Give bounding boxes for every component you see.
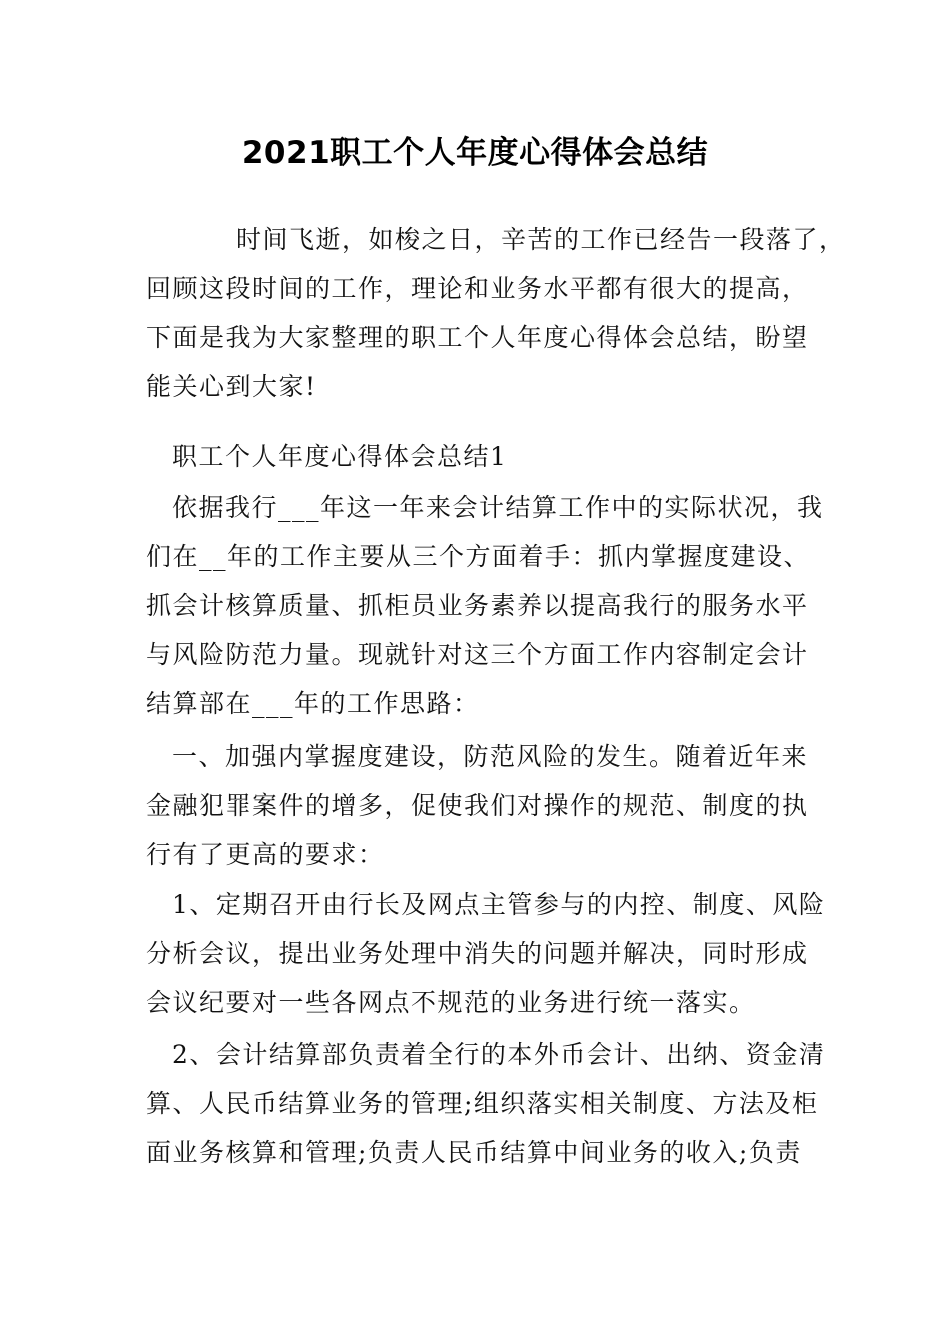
document-title: 2021职工个人年度心得体会总结 <box>241 135 709 171</box>
paragraph-line: 回顾这段时间的工作，理论和业务水平都有很大的提高， <box>146 274 809 303</box>
paragraph-line: 行有了更高的要求： <box>146 840 385 869</box>
paragraph-line: 1、定期召开由行长及网点主管参与的内控、制度、风险 <box>172 890 826 919</box>
section-heading <box>146 432 811 481</box>
body-paragraph <box>146 732 811 879</box>
body-paragraph <box>146 483 824 728</box>
paragraph-line: 算、人民币结算业务的管理;组织落实相关制度、方法及柜 <box>146 1089 819 1118</box>
paragraph-line: 下面是我为大家整理的职工个人年度心得体会总结，盼望 <box>146 323 809 352</box>
paragraph-line: 一、加强内掌握度建设，防范风险的发生。随着近年来 <box>172 742 809 771</box>
paragraph-line: 与风险防范力量。现就针对这三个方面工作内容制定会计 <box>146 640 809 669</box>
paragraph-line: 分析会议，提出业务处理中消失的问题并解决，同时形成 <box>146 939 809 968</box>
paragraph-line: 2、会计结算部负责着全行的本外币会计、出纳、资金清 <box>172 1040 826 1069</box>
paragraph-line: 抓会计核算质量、抓柜员业务素养以提高我行的服务水平 <box>146 591 809 620</box>
paragraph-line: 们在__年的工作主要从三个方面着手：抓内掌握度建设、 <box>146 542 811 571</box>
body-paragraph <box>146 880 826 1027</box>
paragraph-line: 时间飞逝，如梭之日，辛苦的工作已经告一段落了， <box>236 225 846 254</box>
body-paragraph <box>146 1030 826 1177</box>
paragraph-line: 金融犯罪案件的增多，促使我们对操作的规范、制度的执 <box>146 791 809 820</box>
paragraph-line: 结算部在___年的工作思路： <box>146 689 480 718</box>
paragraph-line: 面业务核算和管理;负责人民币结算中间业务的收入;负责 <box>146 1138 802 1167</box>
paragraph-line: 能关心到大家! <box>146 372 317 401</box>
paragraph-line: 职工个人年度心得体会总结1 <box>172 442 508 471</box>
paragraph-line: 依据我行___年这一年来会计结算工作中的实际状况，我 <box>172 493 824 522</box>
intro-paragraph <box>146 215 846 411</box>
paragraph-line: 会议纪要对一些各网点不规范的业务进行统一落实。 <box>146 988 756 1017</box>
